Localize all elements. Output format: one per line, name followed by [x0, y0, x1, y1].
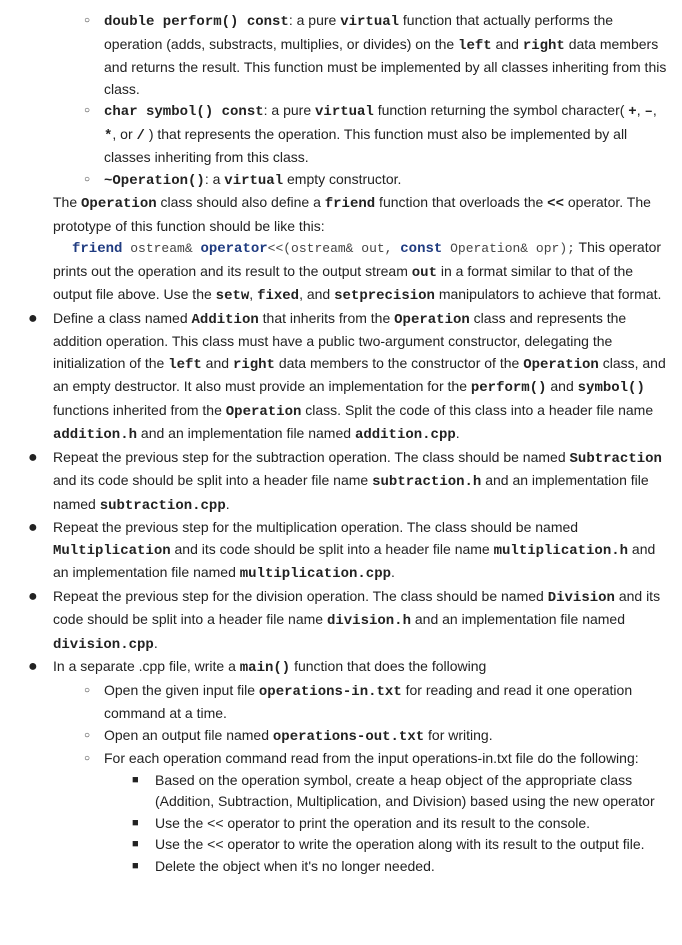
circle-bullet-icon: ○ — [84, 173, 91, 185]
bullet-icon: ● — [28, 587, 38, 605]
square-bullet-icon: ■ — [132, 838, 139, 850]
addition-item: ● Define a class named Addition that inherits from the Operation class and represents the addition operation. This class must have a public two-argument constructor, delegating the initialization of the left and right data members to the constructor of the Operation class, and an empty destructor. It also must provide an implementation for the perform() and symbol() functions inherited from the Operation class. Split the code of this class into a header file name addition.h and an implementation file named addition.cpp. — [28, 309, 666, 443]
square-bullet-icon: ■ — [132, 773, 139, 786]
perform-item: ○ double perform() const: a pure virtual function that actually performs the operation (adds, substracts, multiplies, or divides) on the left and right data members and returns the result. This function must be implemented by all classes inheriting from this class. — [84, 12, 667, 97]
destructor-item: ○ ~Operation(): a virtual empty constructor. — [84, 170, 402, 189]
sub-step-item: ■ Use the << operator to write the operation along with its result to the output file. — [0, 834, 682, 856]
document — [0, 10, 682, 877]
circle-bullet-icon: ○ — [84, 729, 91, 741]
division-item: ● Repeat the previous step for the division operation. The class should be named Division and its code should be split into a header file name division.h and an implementation file named division.cpp. — [28, 587, 661, 653]
bullet-icon: ● — [28, 658, 38, 675]
bullet-icon: ● — [28, 519, 38, 536]
main-item: ● In a separate .cpp file, write a main() function that does the following — [28, 658, 487, 676]
square-bullet-icon: ■ — [132, 859, 139, 872]
prototype-paragraph: friend ostream& operator<<(ostream& out, const Operation& opr); This operator prints out the operation and its result to the output stream out in a format similar to that of the output file above. Use the setw, fixed, and setprecision manipulators to achieve that format. — [53, 239, 662, 304]
friend-paragraph: The Operation class should also define a friend function that overloads the << operator. The prototype of this function should be like this: — [53, 194, 651, 234]
multiplication-item: ● Repeat the previous step for the multiplication operation. The class should be named Multiplication and its code should be split into a header file name multiplication.h and an implementation file named multiplication.cpp. — [28, 519, 656, 582]
circle-bullet-icon: ○ — [84, 684, 91, 696]
square-bullet-icon: ■ — [132, 816, 139, 829]
sub-step-item: ■ Delete the object when it's no longer needed. — [0, 856, 682, 878]
symbol-item: ○ char symbol() const: a pure virtual function returning the symbol character( +, –, *, or / ) that represents the operation. This function must also be implemented by all classes inheriting from this class. — [84, 102, 657, 165]
bullet-icon: ● — [28, 448, 38, 466]
for-each-item: ○ For each operation command read from the input operations-in.txt file do the following: — [0, 748, 682, 770]
bullet-icon: ● — [28, 309, 38, 327]
sub-step-item: ■ Use the << operator to print the operation and its result to the console. — [0, 813, 682, 835]
circle-bullet-icon: ○ — [84, 753, 91, 764]
circle-bullet-icon: ○ — [84, 105, 91, 116]
circle-bullet-icon: ○ — [84, 15, 91, 26]
subtraction-item: ● Repeat the previous step for the subtraction operation. The class should be named Subtraction and its code should be split into a header file name subtraction.h and an implementation file named subtraction.cpp. — [28, 448, 662, 514]
open-output-item: ○ Open an output file named operations-out.txt for writing. — [84, 726, 493, 745]
sub-step-item: ■ Based on the operation symbol, create a heap object of the appropriate class (Addition, Subtraction, Multiplication, and Division) based using the new operator — [132, 771, 655, 809]
open-input-item: ○ Open the given input file operations-in.txt for reading and read it one operation command at a time. — [84, 681, 633, 721]
